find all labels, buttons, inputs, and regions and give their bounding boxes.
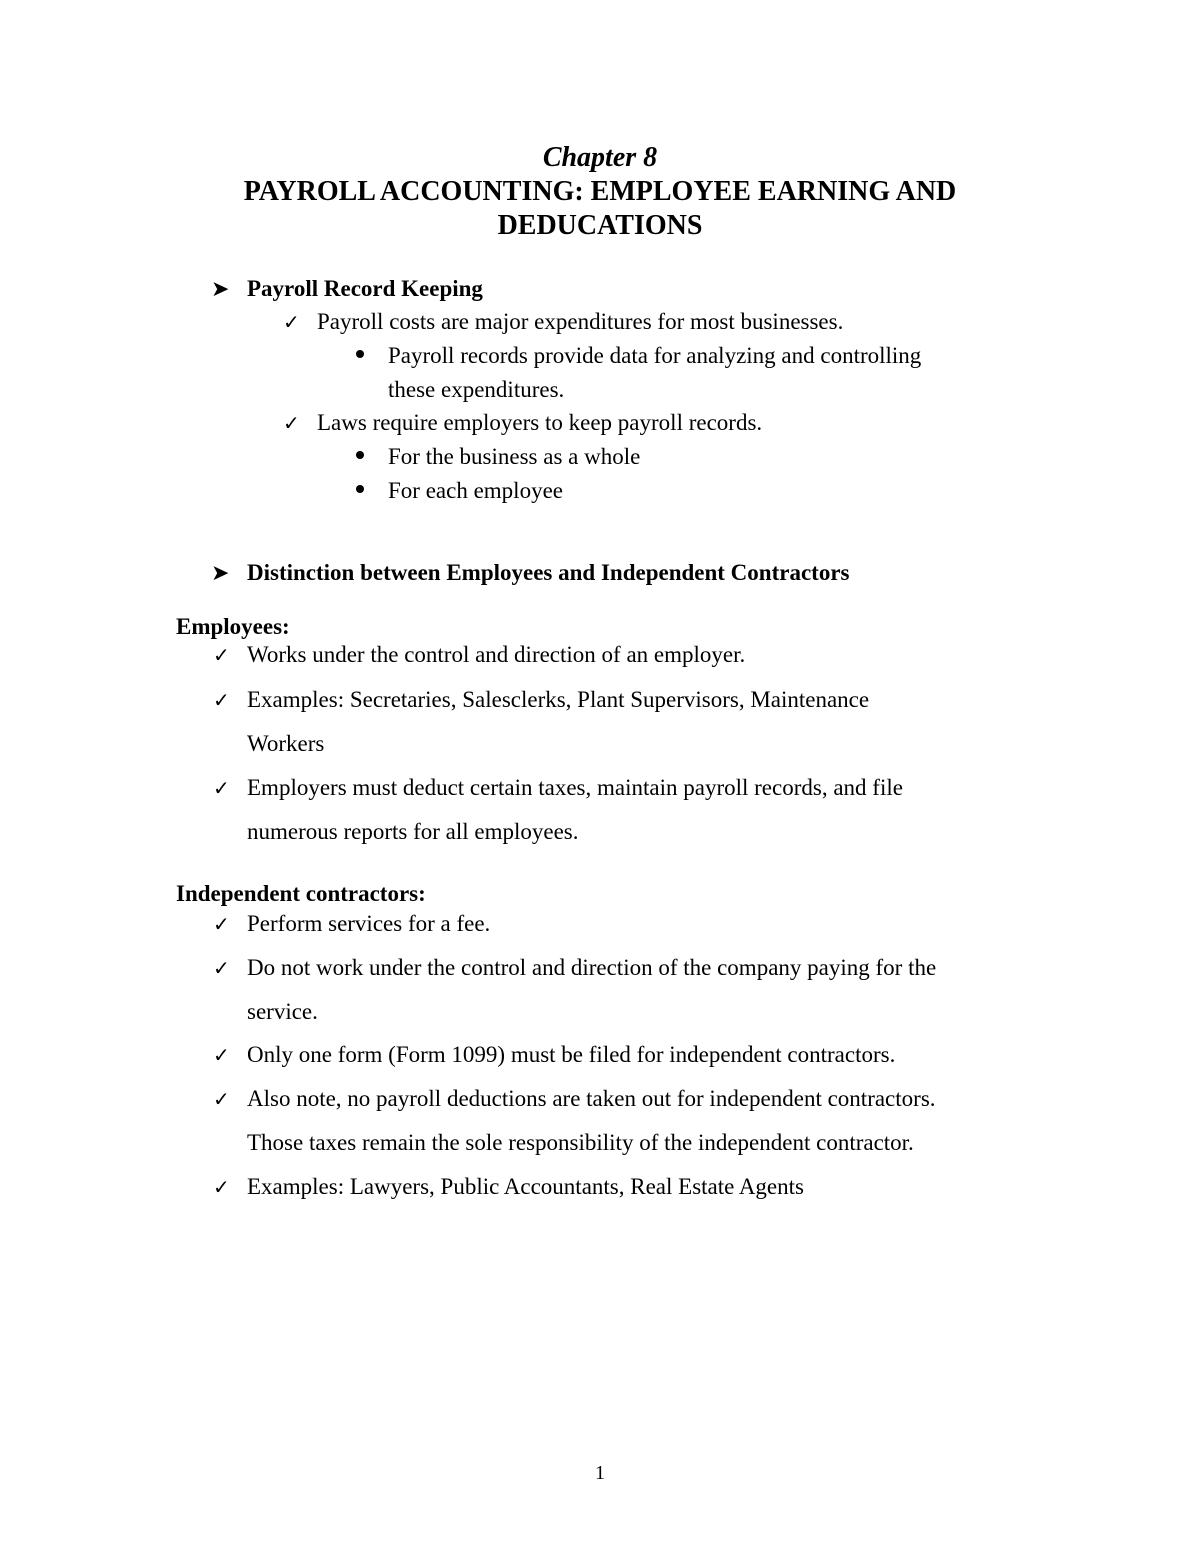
list-item: Works under the control and direction of an employer. bbox=[247, 642, 746, 667]
sub-list-item: Payroll records provide data for analyzing and controlling bbox=[388, 343, 922, 368]
checkmark-icon: ✓ bbox=[213, 643, 230, 667]
list-item: Examples: Secretaries, Salesclerks, Plant Supervisors, Maintenance bbox=[247, 687, 870, 712]
arrow-bullet-icon: ➤ bbox=[211, 560, 230, 585]
list-item: Do not work under the control and direction of the company paying for the bbox=[247, 955, 937, 980]
section-title-distinction: Distinction between Employees and Independent Contractors bbox=[247, 560, 850, 585]
checkmark-icon: ✓ bbox=[213, 1175, 230, 1199]
checkmark-icon: ✓ bbox=[283, 310, 300, 334]
list-item: Payroll costs are major expenditures for most businesses. bbox=[317, 309, 844, 334]
section-title-payroll-record-keeping: Payroll Record Keeping bbox=[247, 276, 483, 301]
list-item: Only one form (Form 1099) must be filed for independent contractors. bbox=[247, 1042, 896, 1067]
list-item-continuation: numerous reports for all employees. bbox=[247, 819, 579, 844]
sub-list-item: For the business as a whole bbox=[388, 444, 641, 469]
arrow-bullet-icon: ➤ bbox=[211, 276, 230, 301]
list-item-continuation: service. bbox=[247, 999, 318, 1024]
chapter-label: Chapter 8 bbox=[542, 142, 658, 173]
list-item: Employers must deduct certain taxes, maintain payroll records, and file bbox=[247, 775, 903, 800]
checkmark-icon: ✓ bbox=[213, 1043, 230, 1067]
page-number: 1 bbox=[595, 1462, 605, 1484]
bullet-dot-icon bbox=[356, 451, 364, 459]
list-item-continuation: Workers bbox=[247, 731, 325, 756]
checkmark-icon: ✓ bbox=[213, 688, 230, 712]
list-item-continuation: Those taxes remain the sole responsibility of the independent contractor. bbox=[247, 1130, 914, 1155]
list-item: Also note, no payroll deductions are taken out for independent contractors. bbox=[247, 1086, 936, 1111]
chapter-heading-line2: DEDUCATIONS bbox=[497, 210, 703, 241]
checkmark-icon: ✓ bbox=[213, 956, 230, 980]
bullet-dot-icon bbox=[356, 350, 364, 358]
bullet-dot-icon bbox=[356, 485, 364, 493]
list-item: Examples: Lawyers, Public Accountants, Real Estate Agents bbox=[247, 1174, 804, 1199]
chapter-heading-line1: PAYROLL ACCOUNTING: EMPLOYEE EARNING AND bbox=[243, 176, 957, 207]
list-item: Laws require employers to keep payroll records. bbox=[317, 410, 763, 435]
checkmark-icon: ✓ bbox=[213, 1087, 230, 1111]
list-item: Perform services for a fee. bbox=[247, 911, 491, 936]
sub-list-item: For each employee bbox=[388, 478, 563, 503]
checkmark-icon: ✓ bbox=[283, 411, 300, 435]
employees-label: Employees: bbox=[176, 614, 290, 639]
contractors-label: Independent contractors: bbox=[176, 881, 426, 906]
checkmark-icon: ✓ bbox=[213, 912, 230, 936]
checkmark-icon: ✓ bbox=[213, 776, 230, 800]
sub-list-item-continuation: these expenditures. bbox=[388, 377, 565, 402]
